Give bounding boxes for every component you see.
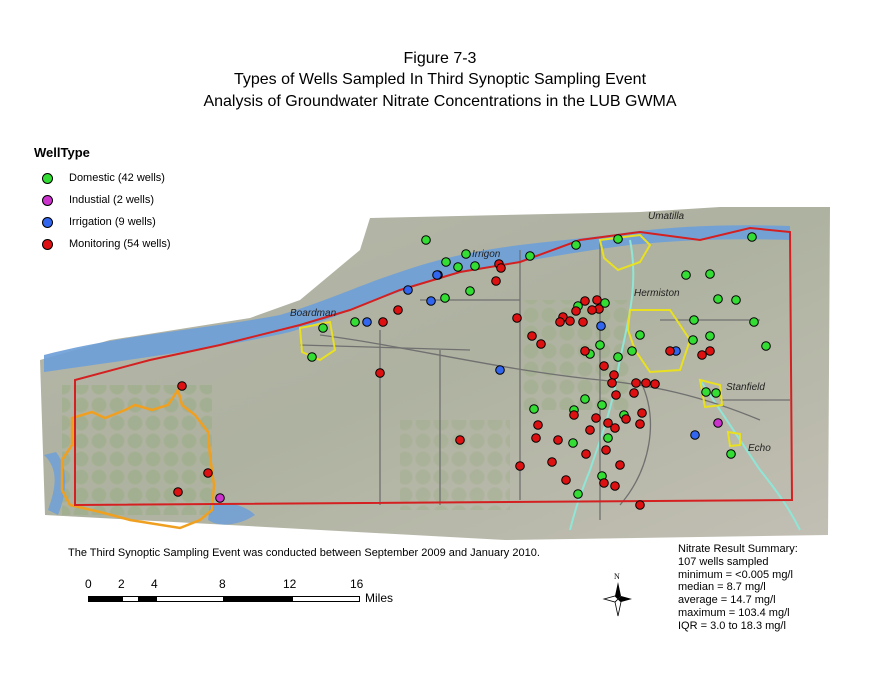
scale-segment: [88, 596, 122, 602]
summary-heading: Nitrate Result Summary:: [678, 543, 798, 555]
monitoring-well-marker: [581, 297, 590, 306]
nitrate-summary: [678, 543, 798, 633]
domestic-well-symbol: [42, 173, 53, 184]
monitoring-well-marker: [562, 476, 571, 485]
monitoring-well-marker: [638, 409, 647, 418]
monitoring-well-marker: [532, 434, 541, 443]
scale-segment: [138, 596, 156, 602]
domestic-well-marker: [682, 271, 691, 280]
scale-bar: [80, 577, 420, 607]
monitoring-well-marker: [566, 317, 575, 326]
domestic-well-marker: [351, 318, 360, 327]
domestic-well-marker: [466, 287, 475, 296]
domestic-well-marker: [572, 241, 581, 250]
domestic-well-marker: [454, 263, 463, 272]
irrigation-circles-central: [400, 420, 510, 510]
monitoring-well-marker: [534, 421, 543, 430]
summary-line: minimum = <0.005 mg/l: [678, 568, 793, 581]
monitoring-well-marker: [556, 318, 565, 327]
irrigation-well-marker: [427, 297, 436, 306]
domestic-well-marker: [422, 236, 431, 245]
legend-label: Domestic (42 wells): [69, 172, 165, 184]
domestic-well-marker: [714, 295, 723, 304]
monitoring-well-marker: [706, 347, 715, 356]
monitoring-well-marker: [581, 347, 590, 356]
north-arrow: [602, 570, 634, 630]
monitoring-well-marker: [622, 415, 631, 424]
legend-item-domestic: [42, 167, 170, 189]
scale-units: Miles: [365, 591, 394, 605]
scale-tick: 4: [151, 577, 158, 591]
scale-tick: 16: [350, 577, 364, 591]
domestic-well-marker: [732, 296, 741, 305]
domestic-well-marker: [762, 342, 771, 351]
monitoring-well-marker: [642, 379, 651, 388]
monitoring-well-marker: [630, 389, 639, 398]
label-stanfield: Stanfield: [726, 382, 765, 393]
domestic-well-marker: [569, 439, 578, 448]
legend-label: Monitoring (54 wells): [69, 238, 171, 250]
monitoring-well-marker: [600, 362, 609, 371]
monitoring-well-marker: [616, 461, 625, 470]
domestic-well-marker: [689, 336, 698, 345]
monitoring-well-marker: [554, 436, 563, 445]
label-echo: Echo: [748, 443, 771, 454]
irrigation-well-marker: [433, 271, 442, 280]
monitoring-well-marker: [610, 371, 619, 380]
legend: [34, 145, 170, 255]
legend-label: Industial (2 wells): [69, 194, 154, 206]
industrial-well-symbol: [42, 195, 53, 206]
domestic-well-marker: [636, 331, 645, 340]
domestic-well-marker: [706, 332, 715, 341]
industrial-well-marker: [216, 494, 225, 503]
summary-line: IQR = 3.0 to 18.3 mg/l: [678, 619, 786, 632]
irrigation-well-marker: [691, 431, 700, 440]
monitoring-well-marker: [582, 450, 591, 459]
summary-line: median = 8.7 mg/l: [678, 581, 766, 594]
monitoring-well-marker: [602, 446, 611, 455]
monitoring-well-marker: [698, 351, 707, 360]
irrigation-well-symbol: [42, 217, 53, 228]
monitoring-well-marker: [497, 264, 506, 273]
monitoring-well-marker: [394, 306, 403, 315]
summary-line: average = 14.7 mg/l: [678, 594, 776, 607]
domestic-well-marker: [441, 294, 450, 303]
scale-tick: 12: [283, 577, 297, 591]
summary-line: maximum = 103.4 mg/l: [678, 606, 790, 619]
irrigation-well-marker: [496, 366, 505, 375]
domestic-well-marker: [598, 401, 607, 410]
domestic-well-marker: [690, 316, 699, 325]
monitoring-well-marker: [592, 414, 601, 423]
domestic-well-marker: [702, 388, 711, 397]
scale-segment: [156, 596, 224, 602]
monitoring-well-marker: [174, 488, 183, 497]
monitoring-well-symbol: [42, 239, 53, 250]
domestic-well-marker: [471, 262, 480, 271]
domestic-well-marker: [442, 258, 451, 267]
domestic-well-marker: [614, 235, 623, 244]
domestic-well-marker: [526, 252, 535, 261]
legend-label: Irrigation (9 wells): [69, 216, 156, 228]
scale-tick: 8: [219, 577, 226, 591]
domestic-well-marker: [308, 353, 317, 362]
label-umatilla: Umatilla: [648, 211, 685, 222]
legend-title: WellType: [34, 145, 90, 160]
monitoring-well-marker: [588, 306, 597, 315]
monitoring-well-marker: [570, 411, 579, 420]
domestic-well-marker: [628, 347, 637, 356]
domestic-well-marker: [604, 434, 613, 443]
figure-subtitle: Analysis of Groundwater Nitrate Concentrations in the LUB GWMA: [203, 93, 677, 110]
monitoring-well-marker: [666, 347, 675, 356]
irrigation-well-marker: [363, 318, 372, 327]
domestic-well-marker: [727, 450, 736, 459]
irrigation-well-marker: [404, 286, 413, 295]
summary-line: 107 wells sampled: [678, 555, 769, 568]
monitoring-well-marker: [178, 382, 187, 391]
monitoring-well-marker: [632, 379, 641, 388]
scale-tick: 0: [85, 577, 92, 591]
monitoring-well-marker: [548, 458, 557, 467]
monitoring-well-marker: [612, 391, 621, 400]
monitoring-well-marker: [636, 501, 645, 510]
irrigation-well-marker: [597, 322, 606, 331]
domestic-well-marker: [706, 270, 715, 279]
monitoring-well-marker: [636, 420, 645, 429]
monitoring-well-marker: [204, 469, 213, 478]
monitoring-well-marker: [611, 424, 620, 433]
monitoring-well-marker: [572, 307, 581, 316]
domestic-well-marker: [581, 395, 590, 404]
monitoring-well-marker: [586, 426, 595, 435]
monitoring-well-marker: [600, 479, 609, 488]
industrial-well-marker: [714, 419, 723, 428]
monitoring-well-marker: [516, 462, 525, 471]
monitoring-well-marker: [608, 379, 617, 388]
scale-segment: [292, 596, 360, 602]
domestic-well-marker: [462, 250, 471, 259]
monitoring-well-marker: [492, 277, 501, 286]
domestic-well-marker: [614, 353, 623, 362]
label-boardman: Boardman: [290, 308, 337, 319]
label-irrigon: Irrigon: [472, 249, 501, 260]
sampling-note: The Third Synoptic Sampling Event was conducted between September 2009 and January 2010.: [68, 547, 540, 559]
domestic-well-marker: [319, 324, 328, 333]
monitoring-well-marker: [579, 318, 588, 327]
monitoring-well-marker: [593, 296, 602, 305]
monitoring-well-marker: [379, 318, 388, 327]
domestic-well-marker: [748, 233, 757, 242]
monitoring-well-marker: [376, 369, 385, 378]
legend-item-industrial: [42, 189, 170, 211]
monitoring-well-marker: [611, 482, 620, 491]
monitoring-well-marker: [651, 380, 660, 389]
compass-rose-icon: [604, 582, 632, 616]
domestic-well-marker: [574, 490, 583, 499]
domestic-well-marker: [530, 405, 539, 414]
north-label: N: [614, 572, 620, 581]
legend-item-irrigation: [42, 211, 170, 233]
figure-title: Types of Wells Sampled In Third Synoptic Sampling Event: [233, 71, 647, 88]
figure-number: Figure 7-3: [403, 50, 477, 67]
legend-item-monitoring: [42, 233, 170, 255]
domestic-well-marker: [596, 341, 605, 350]
label-hermiston: Hermiston: [634, 288, 680, 299]
scale-segment: [224, 596, 292, 602]
monitoring-well-marker: [528, 332, 537, 341]
domestic-well-marker: [750, 318, 759, 327]
monitoring-well-marker: [456, 436, 465, 445]
scale-tick: 2: [118, 577, 125, 591]
monitoring-well-marker: [537, 340, 546, 349]
monitoring-well-marker: [513, 314, 522, 323]
domestic-well-marker: [712, 389, 721, 398]
